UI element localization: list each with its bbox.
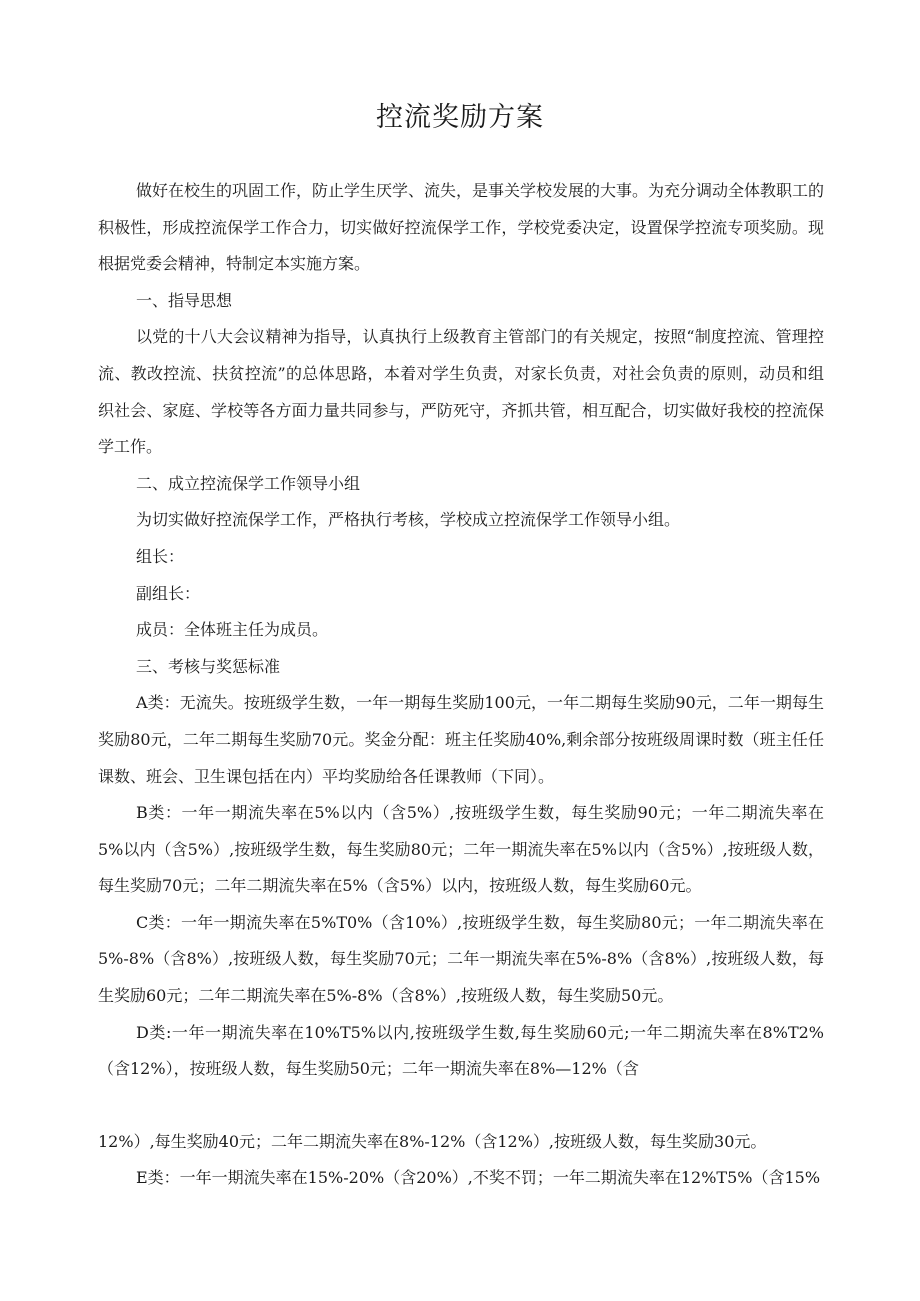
class-e-paragraph: E类：一年一期流失率在15%-20%（含20%）,不奖不罚；一年二期流失率在12%T5%（含15% xyxy=(136,1168,821,1188)
members-line: 成员：全体班主任为成员。 xyxy=(136,620,329,640)
vice-leader-line: 副组长： xyxy=(136,583,201,603)
document-title: 控流奖励方案 xyxy=(376,102,544,133)
document-body xyxy=(98,173,824,1197)
section-2-heading: 二、成立控流保学工作领导小组 xyxy=(136,473,361,493)
intro-paragraph: 做好在校生的巩固工作，防止学生厌学、流失，是事关学校发展的大事。为充分调动全体教职工的积极性，形成控流保学工作合力，切实做好控流保学工作，学校党委决定，设置保学控流专项奖励。现根据党委会精神，特制定本实施方案。 xyxy=(98,181,825,274)
section-2-paragraph: 为切实做好控流保学工作，严格执行考核，学校成立控流保学工作领导小组。 xyxy=(136,510,681,530)
group-leader-line: 组长： xyxy=(136,546,185,566)
paragraph-gap xyxy=(98,1088,824,1124)
class-d-paragraph: D类:一年一期流失率在10%T5%以内,按班级学生数,每生奖励60元;一年二期流失率在8%T2%（含12%），按班级人数，每生奖励50元；二年一期流失率在8%—12%（含 xyxy=(98,1022,824,1079)
class-d-continuation: 12%）,每生奖励40元；二年二期流失率在8%-12%（含12%）,按班级人数，每生奖励30元。 xyxy=(98,1131,767,1151)
section-1-paragraph: 以党的十八大会议精神为指导，认真执行上级教育主管部门的有关规定，按照“制度控流、管理控流、教改控流、扶贫控流”的总体思路，本着对学生负责，对家长负责，对社会负责的原则，动员和组织社会、家庭、学校等各方面力量共同参与，严防死守，齐抓共管，相互配合，切实做好我校的控流保学工作。 xyxy=(98,327,824,457)
section-1-heading: 一、指导思想 xyxy=(136,290,233,310)
section-3-heading: 三、考核与奖惩标准 xyxy=(136,656,281,676)
class-c-paragraph: C类：一年一期流失率在5%T0%（含10%）,按班级学生数，每生奖励80元；一年二期流失率在5%-8%（含8%）,按班级人数，每生奖励70元；二年一期流失率在5%-8%（含8%）,按班级人数，每生奖励60元；二年二期流失率在5%-8%（含8%）,按班级人数，每生奖励50元。 xyxy=(98,912,824,1006)
class-b-paragraph: B类：一年一期流失率在5%以内（含5%）,按班级学生数，每生奖励90元；一年二期流失率在5%以内（含5%）,按班级学生数，每生奖励80元；二年一期流失率在5%以内（含5%）,按班级人数，每生奖励70元；二年二期流失率在5%（含5%）以内，按班级人数，每生奖励60元。 xyxy=(98,803,824,896)
class-a-paragraph: A类：无流失。按班级学生数，一年一期每生奖励100元，一年二期每生奖励90元，二年一期每生奖励80元，二年二期每生奖励70元。奖金分配：班主任奖励40%,剩余部分按班级周课时数（班主任任课数、班会、卫生课包括在内）平均奖励给各任课教师（下同）。 xyxy=(98,693,824,786)
